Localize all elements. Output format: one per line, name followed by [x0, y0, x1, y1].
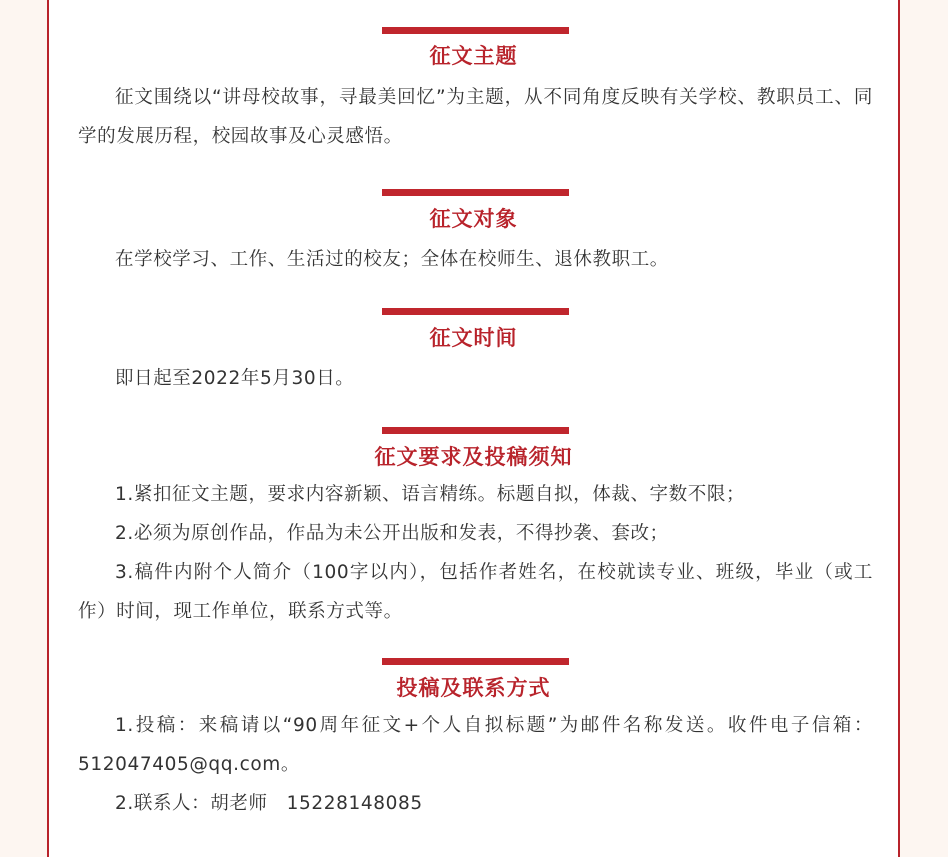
section-target-paragraph: 在学校学习、工作、生活过的校友；全体在校师生、退休教职工。 — [115, 249, 669, 270]
section-heading-requirements: 征文要求及投稿须知 — [374, 445, 573, 469]
section-heading-target: 征文对象 — [429, 207, 518, 231]
section-heading-contact: 投稿及联系方式 — [396, 676, 551, 700]
section-heading-theme: 征文主题 — [429, 44, 518, 68]
section-heading-time: 征文时间 — [429, 326, 518, 350]
requirements-item-1: 1.紧扣征文主题，要求内容新颖、语言精练。标题自拟，体裁、字数不限； — [115, 484, 746, 505]
section-theme-paragraph: 征文围绕以“讲母校故事，寻最美回忆”为主题，从不同角度反映有关学校、教职员工、同学的发展历程，校园故事及心灵感悟。 — [78, 87, 873, 147]
contact-person-paragraph: 2.联系人：胡老师 15228148085 — [115, 793, 423, 814]
section-divider-bar — [382, 27, 569, 34]
section-time-paragraph: 即日起至2022年5月30日。 — [115, 368, 355, 389]
section-divider-bar — [382, 427, 569, 434]
requirements-item-2: 2.必须为原创作品，作品为未公开出版和发表，不得抄袭、套改； — [115, 523, 669, 544]
section-divider-bar — [382, 308, 569, 315]
section-divider-bar — [382, 658, 569, 665]
requirements-item-3: 3.稿件内附个人简介（100字以内），包括作者姓名，在校就读专业、班级，毕业（或工作）时间，现工作单位，联系方式等。 — [78, 562, 873, 622]
section-divider-bar — [382, 189, 569, 196]
contact-submission-paragraph: 1.投稿：来稿请以“90周年征文+个人自拟标题”为邮件名称发送。收件电子信箱：512047405@qq.com。 — [78, 715, 873, 775]
article-frame — [47, 0, 900, 857]
